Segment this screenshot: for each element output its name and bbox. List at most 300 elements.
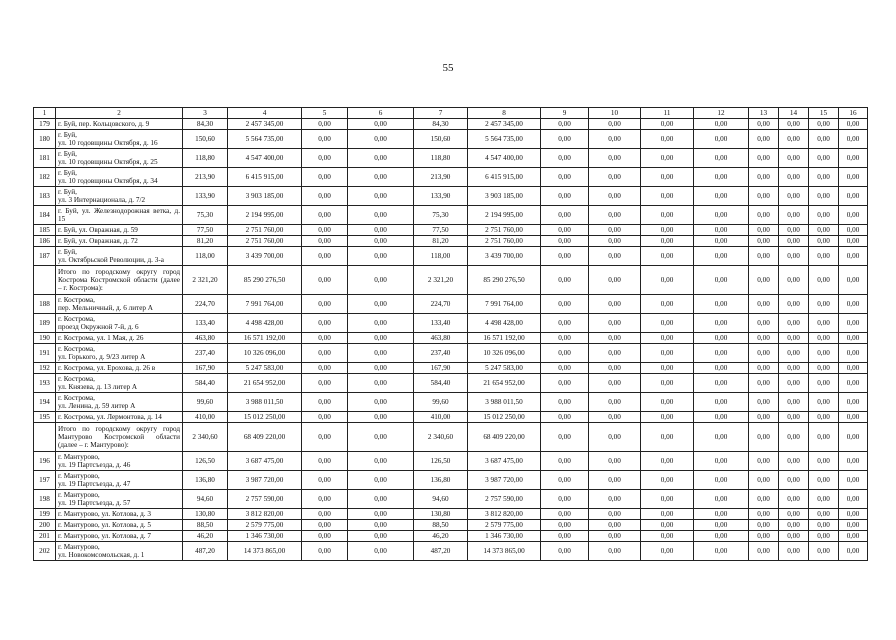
col-9-cell: 0,00 bbox=[541, 206, 589, 225]
col-12-cell: 0,00 bbox=[694, 333, 749, 344]
col-5-cell: 0,00 bbox=[302, 490, 348, 509]
row-number-cell: 196 bbox=[34, 452, 56, 471]
col-11-cell: 0,00 bbox=[641, 236, 694, 247]
col-13-cell: 0,00 bbox=[749, 314, 779, 333]
col-8-cell: 21 654 952,00 bbox=[468, 374, 541, 393]
col-6-cell: 0,00 bbox=[348, 149, 414, 168]
col-10-cell: 0,00 bbox=[589, 452, 641, 471]
col-15-cell: 0,00 bbox=[809, 119, 839, 130]
col-11-cell: 0,00 bbox=[641, 266, 694, 295]
col-12-cell: 0,00 bbox=[694, 412, 749, 423]
area-cell: 150,60 bbox=[183, 130, 228, 149]
col-16-cell: 0,00 bbox=[839, 452, 868, 471]
col-7-cell: 81,20 bbox=[414, 236, 468, 247]
col-13-cell: 0,00 bbox=[749, 295, 779, 314]
col-11-cell: 0,00 bbox=[641, 490, 694, 509]
total-cost-cell: 7 991 764,00 bbox=[228, 295, 302, 314]
col-12-cell: 0,00 bbox=[694, 531, 749, 542]
col-5-cell: 0,00 bbox=[302, 314, 348, 333]
col-7-cell: 410,00 bbox=[414, 412, 468, 423]
col-13-cell: 0,00 bbox=[749, 130, 779, 149]
address-cell: г. Буй, ул. Железнодорожная ветка, д. 15 bbox=[56, 206, 183, 225]
col-10-cell: 0,00 bbox=[589, 520, 641, 531]
col-12-cell: 0,00 bbox=[694, 119, 749, 130]
col-7-cell: 237,40 bbox=[414, 344, 468, 363]
col-15-cell: 0,00 bbox=[809, 236, 839, 247]
col-14-cell: 0,00 bbox=[779, 225, 809, 236]
col-15-cell: 0,00 bbox=[809, 363, 839, 374]
table-row bbox=[34, 393, 868, 412]
col-5-cell: 0,00 bbox=[302, 247, 348, 266]
col-5-cell: 0,00 bbox=[302, 168, 348, 187]
col-7-cell: 94,60 bbox=[414, 490, 468, 509]
col-16-cell: 0,00 bbox=[839, 333, 868, 344]
col-14-cell: 0,00 bbox=[779, 168, 809, 187]
row-number-cell: 195 bbox=[34, 412, 56, 423]
col-13-cell: 0,00 bbox=[749, 520, 779, 531]
col-9-cell: 0,00 bbox=[541, 509, 589, 520]
col-7-cell: 126,50 bbox=[414, 452, 468, 471]
col-11-cell: 0,00 bbox=[641, 247, 694, 266]
area-cell: 133,90 bbox=[183, 187, 228, 206]
area-cell: 463,80 bbox=[183, 333, 228, 344]
area-cell: 77,50 bbox=[183, 225, 228, 236]
table-row bbox=[34, 119, 868, 130]
column-header-13: 13 bbox=[749, 108, 779, 119]
col-10-cell: 0,00 bbox=[589, 236, 641, 247]
col-7-cell: 88,50 bbox=[414, 520, 468, 531]
table-row bbox=[34, 130, 868, 149]
col-15-cell: 0,00 bbox=[809, 423, 839, 452]
col-9-cell: 0,00 bbox=[541, 374, 589, 393]
total-cost-cell: 16 571 192,00 bbox=[228, 333, 302, 344]
col-16-cell: 0,00 bbox=[839, 295, 868, 314]
col-12-cell: 0,00 bbox=[694, 314, 749, 333]
col-13-cell: 0,00 bbox=[749, 423, 779, 452]
col-13-cell: 0,00 bbox=[749, 452, 779, 471]
col-13-cell: 0,00 bbox=[749, 412, 779, 423]
col-10-cell: 0,00 bbox=[589, 490, 641, 509]
total-cost-cell: 3 903 185,00 bbox=[228, 187, 302, 206]
col-16-cell: 0,00 bbox=[839, 412, 868, 423]
col-9-cell: 0,00 bbox=[541, 471, 589, 490]
col-8-cell: 5 564 735,00 bbox=[468, 130, 541, 149]
col-5-cell: 0,00 bbox=[302, 412, 348, 423]
col-16-cell: 0,00 bbox=[839, 168, 868, 187]
table-row bbox=[34, 344, 868, 363]
table-body bbox=[34, 119, 868, 561]
col-16-cell: 0,00 bbox=[839, 130, 868, 149]
col-8-cell: 2 757 590,00 bbox=[468, 490, 541, 509]
col-8-cell: 10 326 096,00 bbox=[468, 344, 541, 363]
col-8-cell: 3 987 720,00 bbox=[468, 471, 541, 490]
register-table bbox=[33, 107, 868, 561]
col-6-cell: 0,00 bbox=[348, 531, 414, 542]
col-10-cell: 0,00 bbox=[589, 471, 641, 490]
col-14-cell: 0,00 bbox=[779, 374, 809, 393]
col-14-cell: 0,00 bbox=[779, 119, 809, 130]
col-9-cell: 0,00 bbox=[541, 412, 589, 423]
col-5-cell: 0,00 bbox=[302, 206, 348, 225]
col-6-cell: 0,00 bbox=[348, 363, 414, 374]
col-10-cell: 0,00 bbox=[589, 266, 641, 295]
col-10-cell: 0,00 bbox=[589, 187, 641, 206]
col-7-cell: 487,20 bbox=[414, 542, 468, 561]
col-11-cell: 0,00 bbox=[641, 509, 694, 520]
col-6-cell: 0,00 bbox=[348, 266, 414, 295]
col-13-cell: 0,00 bbox=[749, 509, 779, 520]
total-cost-cell: 15 012 250,00 bbox=[228, 412, 302, 423]
col-11-cell: 0,00 bbox=[641, 520, 694, 531]
col-10-cell: 0,00 bbox=[589, 393, 641, 412]
row-number-cell: 189 bbox=[34, 314, 56, 333]
address-cell: г. Мантурово, ул. Котлова, д. 5 bbox=[56, 520, 183, 531]
row-number-cell: 193 bbox=[34, 374, 56, 393]
col-12-cell: 0,00 bbox=[694, 423, 749, 452]
col-8-cell: 7 991 764,00 bbox=[468, 295, 541, 314]
col-12-cell: 0,00 bbox=[694, 168, 749, 187]
col-13-cell: 0,00 bbox=[749, 266, 779, 295]
col-12-cell: 0,00 bbox=[694, 344, 749, 363]
col-6-cell: 0,00 bbox=[348, 374, 414, 393]
col-8-cell: 3 988 011,50 bbox=[468, 393, 541, 412]
col-16-cell: 0,00 bbox=[839, 363, 868, 374]
col-14-cell: 0,00 bbox=[779, 149, 809, 168]
col-5-cell: 0,00 bbox=[302, 520, 348, 531]
col-11-cell: 0,00 bbox=[641, 333, 694, 344]
area-cell: 237,40 bbox=[183, 344, 228, 363]
col-10-cell: 0,00 bbox=[589, 344, 641, 363]
col-9-cell: 0,00 bbox=[541, 225, 589, 236]
col-15-cell: 0,00 bbox=[809, 542, 839, 561]
col-12-cell: 0,00 bbox=[694, 236, 749, 247]
col-6-cell: 0,00 bbox=[348, 452, 414, 471]
col-10-cell: 0,00 bbox=[589, 130, 641, 149]
col-16-cell: 0,00 bbox=[839, 344, 868, 363]
address-cell: г. Мантурово, ул. 19 Партсъезда, д. 57 bbox=[56, 490, 183, 509]
col-5-cell: 0,00 bbox=[302, 374, 348, 393]
col-16-cell: 0,00 bbox=[839, 393, 868, 412]
column-header-11: 11 bbox=[641, 108, 694, 119]
col-10-cell: 0,00 bbox=[589, 412, 641, 423]
total-cost-cell: 2 194 995,00 bbox=[228, 206, 302, 225]
row-number-cell bbox=[34, 423, 56, 452]
table-row bbox=[34, 149, 868, 168]
row-number-cell: 188 bbox=[34, 295, 56, 314]
total-cost-cell: 68 409 220,00 bbox=[228, 423, 302, 452]
col-8-cell: 2 751 760,00 bbox=[468, 225, 541, 236]
col-14-cell: 0,00 bbox=[779, 520, 809, 531]
col-9-cell: 0,00 bbox=[541, 333, 589, 344]
col-12-cell: 0,00 bbox=[694, 471, 749, 490]
table-row bbox=[34, 542, 868, 561]
col-7-cell: 46,20 bbox=[414, 531, 468, 542]
col-14-cell: 0,00 bbox=[779, 393, 809, 412]
col-12-cell: 0,00 bbox=[694, 206, 749, 225]
col-9-cell: 0,00 bbox=[541, 344, 589, 363]
total-cost-cell: 3 812 820,00 bbox=[228, 509, 302, 520]
table-row bbox=[34, 374, 868, 393]
col-7-cell: 133,90 bbox=[414, 187, 468, 206]
column-header-7: 7 bbox=[414, 108, 468, 119]
col-10-cell: 0,00 bbox=[589, 119, 641, 130]
address-cell: г. Буй, ул. Октябрьской Революции, д. 3-а bbox=[56, 247, 183, 266]
col-16-cell: 0,00 bbox=[839, 236, 868, 247]
col-6-cell: 0,00 bbox=[348, 344, 414, 363]
col-13-cell: 0,00 bbox=[749, 471, 779, 490]
total-cost-cell: 1 346 730,00 bbox=[228, 531, 302, 542]
area-cell: 126,50 bbox=[183, 452, 228, 471]
total-cost-cell: 2 751 760,00 bbox=[228, 225, 302, 236]
col-12-cell: 0,00 bbox=[694, 130, 749, 149]
col-7-cell: 130,80 bbox=[414, 509, 468, 520]
col-16-cell: 0,00 bbox=[839, 149, 868, 168]
col-6-cell: 0,00 bbox=[348, 412, 414, 423]
col-14-cell: 0,00 bbox=[779, 314, 809, 333]
area-cell: 167,90 bbox=[183, 363, 228, 374]
area-cell: 75,30 bbox=[183, 206, 228, 225]
area-cell: 94,60 bbox=[183, 490, 228, 509]
col-7-cell: 213,90 bbox=[414, 168, 468, 187]
col-5-cell: 0,00 bbox=[302, 130, 348, 149]
address-cell: г. Буй, ул. 3 Интернационала, д. 7/2 bbox=[56, 187, 183, 206]
table-row bbox=[34, 168, 868, 187]
col-14-cell: 0,00 bbox=[779, 452, 809, 471]
col-6-cell: 0,00 bbox=[348, 509, 414, 520]
col-16-cell: 0,00 bbox=[839, 423, 868, 452]
row-number-cell bbox=[34, 266, 56, 295]
area-cell: 136,80 bbox=[183, 471, 228, 490]
col-16-cell: 0,00 bbox=[839, 520, 868, 531]
col-8-cell: 4 547 400,00 bbox=[468, 149, 541, 168]
col-16-cell: 0,00 bbox=[839, 266, 868, 295]
col-8-cell: 14 373 865,00 bbox=[468, 542, 541, 561]
col-13-cell: 0,00 bbox=[749, 363, 779, 374]
col-8-cell: 2 194 995,00 bbox=[468, 206, 541, 225]
col-11-cell: 0,00 bbox=[641, 295, 694, 314]
area-cell: 118,00 bbox=[183, 247, 228, 266]
total-cost-cell: 4 547 400,00 bbox=[228, 149, 302, 168]
address-cell: г. Мантурово, ул. Новокомсомольская, д. 1 bbox=[56, 542, 183, 561]
col-8-cell: 3 687 475,00 bbox=[468, 452, 541, 471]
table-row bbox=[34, 225, 868, 236]
col-15-cell: 0,00 bbox=[809, 168, 839, 187]
column-number-row bbox=[34, 108, 868, 119]
col-16-cell: 0,00 bbox=[839, 374, 868, 393]
col-15-cell: 0,00 bbox=[809, 509, 839, 520]
col-16-cell: 0,00 bbox=[839, 119, 868, 130]
col-9-cell: 0,00 bbox=[541, 247, 589, 266]
col-5-cell: 0,00 bbox=[302, 471, 348, 490]
col-7-cell: 77,50 bbox=[414, 225, 468, 236]
col-15-cell: 0,00 bbox=[809, 452, 839, 471]
col-9-cell: 0,00 bbox=[541, 452, 589, 471]
column-header-16: 16 bbox=[839, 108, 868, 119]
address-cell: г. Кострома, ул. 1 Мая, д. 26 bbox=[56, 333, 183, 344]
col-15-cell: 0,00 bbox=[809, 531, 839, 542]
col-7-cell: 2 321,20 bbox=[414, 266, 468, 295]
col-10-cell: 0,00 bbox=[589, 423, 641, 452]
col-14-cell: 0,00 bbox=[779, 247, 809, 266]
col-12-cell: 0,00 bbox=[694, 149, 749, 168]
col-14-cell: 0,00 bbox=[779, 531, 809, 542]
col-8-cell: 15 012 250,00 bbox=[468, 412, 541, 423]
column-header-12: 12 bbox=[694, 108, 749, 119]
col-5-cell: 0,00 bbox=[302, 266, 348, 295]
col-8-cell: 5 247 583,00 bbox=[468, 363, 541, 374]
col-7-cell: 224,70 bbox=[414, 295, 468, 314]
col-11-cell: 0,00 bbox=[641, 393, 694, 412]
col-9-cell: 0,00 bbox=[541, 520, 589, 531]
col-9-cell: 0,00 bbox=[541, 423, 589, 452]
col-13-cell: 0,00 bbox=[749, 374, 779, 393]
col-8-cell: 6 415 915,00 bbox=[468, 168, 541, 187]
address-cell: Итого по городскому округу город Кострома Костромской области (далее – г. Кострома): bbox=[56, 266, 183, 295]
col-11-cell: 0,00 bbox=[641, 452, 694, 471]
address-cell: г. Буй, ул. 10 годовщины Октября, д. 16 bbox=[56, 130, 183, 149]
table-row bbox=[34, 333, 868, 344]
col-9-cell: 0,00 bbox=[541, 119, 589, 130]
col-13-cell: 0,00 bbox=[749, 333, 779, 344]
area-cell: 118,80 bbox=[183, 149, 228, 168]
col-16-cell: 0,00 bbox=[839, 509, 868, 520]
address-cell: г. Буй, ул. 10 годовщины Октября, д. 25 bbox=[56, 149, 183, 168]
table-row bbox=[34, 452, 868, 471]
col-12-cell: 0,00 bbox=[694, 520, 749, 531]
col-8-cell: 68 409 220,00 bbox=[468, 423, 541, 452]
address-cell: г. Кострома, пер. Мельничный, д. 6 литер А bbox=[56, 295, 183, 314]
col-5-cell: 0,00 bbox=[302, 344, 348, 363]
col-11-cell: 0,00 bbox=[641, 344, 694, 363]
col-7-cell: 118,80 bbox=[414, 149, 468, 168]
col-5-cell: 0,00 bbox=[302, 187, 348, 206]
col-6-cell: 0,00 bbox=[348, 206, 414, 225]
col-6-cell: 0,00 bbox=[348, 423, 414, 452]
col-15-cell: 0,00 bbox=[809, 344, 839, 363]
col-7-cell: 2 340,60 bbox=[414, 423, 468, 452]
col-11-cell: 0,00 bbox=[641, 130, 694, 149]
address-cell: г. Кострома, ул. Ерохова, д. 26 в bbox=[56, 363, 183, 374]
col-16-cell: 0,00 bbox=[839, 471, 868, 490]
total-cost-cell: 2 579 775,00 bbox=[228, 520, 302, 531]
col-10-cell: 0,00 bbox=[589, 247, 641, 266]
row-number-cell: 182 bbox=[34, 168, 56, 187]
row-number-cell: 198 bbox=[34, 490, 56, 509]
address-cell: г. Буй, пер. Кольцовского, д. 9 bbox=[56, 119, 183, 130]
col-13-cell: 0,00 bbox=[749, 542, 779, 561]
col-7-cell: 75,30 bbox=[414, 206, 468, 225]
col-14-cell: 0,00 bbox=[779, 471, 809, 490]
col-10-cell: 0,00 bbox=[589, 225, 641, 236]
row-number-cell: 197 bbox=[34, 471, 56, 490]
col-14-cell: 0,00 bbox=[779, 363, 809, 374]
col-5-cell: 0,00 bbox=[302, 393, 348, 412]
col-13-cell: 0,00 bbox=[749, 490, 779, 509]
col-14-cell: 0,00 bbox=[779, 509, 809, 520]
area-cell: 2 321,20 bbox=[183, 266, 228, 295]
table-row bbox=[34, 509, 868, 520]
col-7-cell: 118,00 bbox=[414, 247, 468, 266]
area-cell: 99,60 bbox=[183, 393, 228, 412]
table-row bbox=[34, 363, 868, 374]
total-cost-cell: 3 987 720,00 bbox=[228, 471, 302, 490]
address-cell: г. Буй, ул. 10 годовщины Октября, д. 34 bbox=[56, 168, 183, 187]
col-15-cell: 0,00 bbox=[809, 149, 839, 168]
col-10-cell: 0,00 bbox=[589, 374, 641, 393]
col-9-cell: 0,00 bbox=[541, 130, 589, 149]
row-number-cell: 184 bbox=[34, 206, 56, 225]
col-11-cell: 0,00 bbox=[641, 374, 694, 393]
row-number-cell: 187 bbox=[34, 247, 56, 266]
col-9-cell: 0,00 bbox=[541, 149, 589, 168]
column-header-10: 10 bbox=[589, 108, 641, 119]
col-5-cell: 0,00 bbox=[302, 509, 348, 520]
col-15-cell: 0,00 bbox=[809, 247, 839, 266]
col-8-cell: 16 571 192,00 bbox=[468, 333, 541, 344]
col-13-cell: 0,00 bbox=[749, 149, 779, 168]
table-row bbox=[34, 520, 868, 531]
col-9-cell: 0,00 bbox=[541, 542, 589, 561]
column-header-6: 6 bbox=[348, 108, 414, 119]
column-header-1: 1 bbox=[34, 108, 56, 119]
col-13-cell: 0,00 bbox=[749, 247, 779, 266]
col-11-cell: 0,00 bbox=[641, 531, 694, 542]
col-16-cell: 0,00 bbox=[839, 531, 868, 542]
col-8-cell: 85 290 276,50 bbox=[468, 266, 541, 295]
total-cost-cell: 6 415 915,00 bbox=[228, 168, 302, 187]
col-5-cell: 0,00 bbox=[302, 363, 348, 374]
total-cost-cell: 2 457 345,00 bbox=[228, 119, 302, 130]
table-row bbox=[34, 187, 868, 206]
total-cost-cell: 3 687 475,00 bbox=[228, 452, 302, 471]
col-15-cell: 0,00 bbox=[809, 314, 839, 333]
col-14-cell: 0,00 bbox=[779, 333, 809, 344]
address-cell: г. Мантурово, ул. 19 Партсъезда, д. 46 bbox=[56, 452, 183, 471]
col-6-cell: 0,00 bbox=[348, 187, 414, 206]
address-cell: г. Кострома, ул. Горького, д. 9/23 литер А bbox=[56, 344, 183, 363]
col-15-cell: 0,00 bbox=[809, 520, 839, 531]
col-6-cell: 0,00 bbox=[348, 247, 414, 266]
total-cost-cell: 5 247 583,00 bbox=[228, 363, 302, 374]
col-6-cell: 0,00 bbox=[348, 542, 414, 561]
area-cell: 2 340,60 bbox=[183, 423, 228, 452]
col-12-cell: 0,00 bbox=[694, 374, 749, 393]
col-7-cell: 167,90 bbox=[414, 363, 468, 374]
col-5-cell: 0,00 bbox=[302, 542, 348, 561]
row-number-cell: 201 bbox=[34, 531, 56, 542]
row-number-cell: 192 bbox=[34, 363, 56, 374]
col-12-cell: 0,00 bbox=[694, 363, 749, 374]
col-5-cell: 0,00 bbox=[302, 423, 348, 452]
col-16-cell: 0,00 bbox=[839, 206, 868, 225]
col-15-cell: 0,00 bbox=[809, 490, 839, 509]
col-8-cell: 3 439 700,00 bbox=[468, 247, 541, 266]
total-cost-cell: 2 751 760,00 bbox=[228, 236, 302, 247]
table-row bbox=[34, 206, 868, 225]
row-number-cell: 190 bbox=[34, 333, 56, 344]
table-row bbox=[34, 531, 868, 542]
col-11-cell: 0,00 bbox=[641, 423, 694, 452]
col-14-cell: 0,00 bbox=[779, 344, 809, 363]
col-6-cell: 0,00 bbox=[348, 225, 414, 236]
col-6-cell: 0,00 bbox=[348, 333, 414, 344]
total-cost-cell: 10 326 096,00 bbox=[228, 344, 302, 363]
table-row bbox=[34, 471, 868, 490]
col-11-cell: 0,00 bbox=[641, 363, 694, 374]
row-number-cell: 181 bbox=[34, 149, 56, 168]
col-9-cell: 0,00 bbox=[541, 531, 589, 542]
total-cost-cell: 14 373 865,00 bbox=[228, 542, 302, 561]
